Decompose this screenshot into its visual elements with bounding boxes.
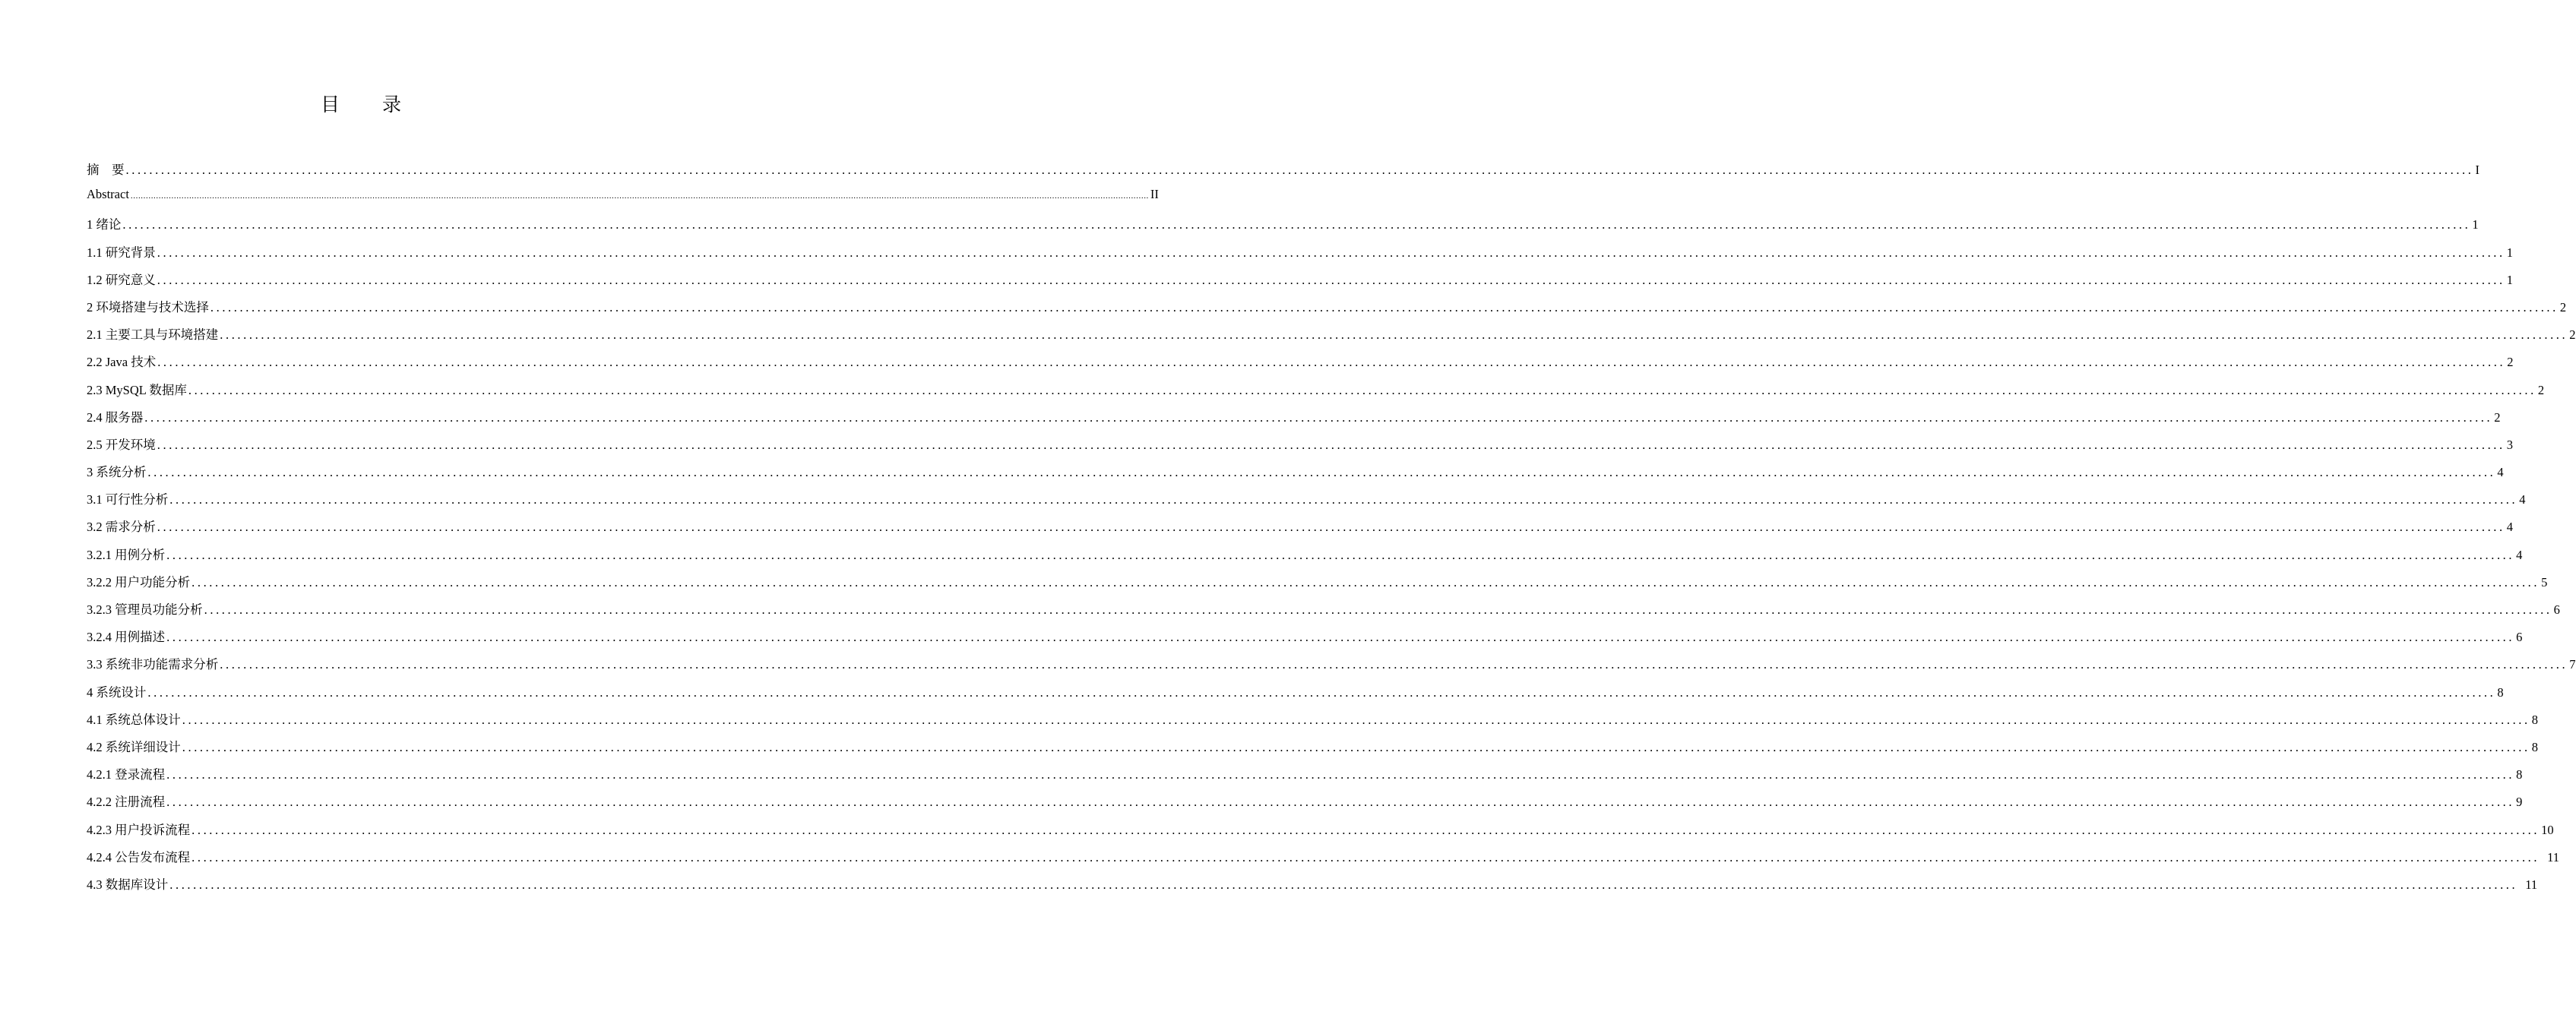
toc-entry-page-number: I [2475, 163, 2479, 177]
toc-entry[interactable] [87, 572, 2548, 599]
toc-entry[interactable] [87, 764, 2523, 792]
dot-leader: ................................................................................................................................................................................................................................................................................................................................................................................................................ [147, 684, 2496, 700]
toc-entry-page-number: 4 [2506, 520, 2513, 535]
dot-leader: ................................................................................................................................................................................................................................................................................................................................................................................................................ [144, 409, 2493, 425]
toc-entry-label: 4.1 系统总体设计 [87, 712, 181, 727]
dot-leader: ................................................................................................................................................................................................................................................................................................................................................................................................................ [220, 657, 2568, 672]
toc-entry[interactable] [87, 270, 2513, 297]
page-title: 目 录 [321, 93, 419, 115]
toc-entry-page-number: 4 [2497, 465, 2504, 480]
toc-entry[interactable] [87, 710, 2538, 737]
dot-leader: ................................................................................................................................................................................................................................................................................................................................................................................................................ [166, 547, 2515, 562]
dot-leader: ................................................................................................................................................................................................................................................................................................................................................................................................................ [157, 437, 2505, 452]
dot-leader: ................................................................................................................................................................................................................................................................................................................................................................................................................ [191, 822, 2540, 837]
toc-entry[interactable] [87, 517, 2513, 544]
toc-entry-page-number: 11 [2525, 877, 2538, 892]
toc-entry-label: 3.1 可行性分析 [87, 492, 169, 507]
dot-leader: ................................................................................................................................................................................................................................................................................................................................................................................................................ [182, 739, 2530, 754]
dot-leader: ................................................................................................................................................................................................................................................................................................................................................................................................................ [220, 327, 2568, 343]
dot-leader: ................................................................................................................................................................................................................................................................................................................................................................................................................ [169, 877, 2518, 892]
dot-leader: ................................................................................................................................................................................................................................................................................................................................................................................................................ [147, 465, 2496, 480]
dot-leader: ................................................................................................................................................................................................................................................................................................................................................................................................................ [169, 492, 2518, 507]
toc-entry-page-number: 9 [2516, 795, 2523, 810]
toc-entry[interactable] [87, 682, 2504, 710]
toc-entry[interactable] [87, 297, 2567, 324]
toc-entry[interactable] [87, 462, 2504, 489]
dot-leader: ................................................................................................................................................................................................................................................................................................................................................................................................................ [204, 602, 2552, 617]
toc-entry-label: 3.3 系统非功能需求分析 [87, 657, 219, 672]
toc-entry[interactable] [87, 599, 2560, 627]
toc-entry-page-number: 8 [2531, 739, 2538, 754]
toc-entry[interactable] [87, 380, 2545, 407]
toc-entry-label: 3.2.4 用例描述 [87, 630, 166, 645]
toc-entry-page-number: 3 [2506, 437, 2513, 452]
dot-leader: ................................................................................................................................................................................................................................................................................................................................................................................................................ [122, 217, 2471, 232]
toc-entry-page-number: 8 [2531, 712, 2538, 727]
toc-entry[interactable] [87, 214, 2479, 242]
toc-entry-label: 2.3 MySQL 数据库 [87, 382, 187, 397]
toc-entry-page-number: 7 [2569, 657, 2576, 672]
toc-entry-label: 2.1 主要工具与环境搭建 [87, 327, 219, 343]
dot-leader: ................................................................................................................................................................................................................................................................................................................................................................................................................ [157, 520, 2505, 535]
toc-entry[interactable] [87, 820, 2554, 847]
toc-entry-page-number: 2 [2559, 299, 2567, 315]
dot-leader: ................................................................................................................................................................................................................................................................................................................................................................................................................ [157, 272, 2505, 287]
dot-leader: ................................................................................................................................................................................................................................................................................................................................................................................................................ [191, 574, 2540, 590]
toc-entry-label: 2.5 开发环境 [87, 437, 156, 452]
toc-entry-label: 2.4 服务器 [87, 409, 144, 425]
toc-entry-label: 2 环境搭建与技术选择 [87, 299, 209, 315]
toc-entry-page-number: 2 [2494, 409, 2501, 425]
toc-entry-label: 3.2.1 用例分析 [87, 547, 166, 562]
toc-entry-page-number: 8 [2497, 684, 2504, 700]
toc-entry-page-number: II [1150, 187, 1159, 202]
dot-leader: ................................................................................................................................................................................................................................................................................................................................................................................................................ [210, 299, 2559, 315]
toc-entry-label: 1.2 研究意义 [87, 272, 156, 287]
toc-entry-page-number: 4 [2519, 492, 2526, 507]
toc-entry-page-number: 4 [2516, 547, 2523, 562]
toc-entry-label: Abstract [87, 187, 129, 202]
toc-entry-label: 4.2.2 注册流程 [87, 795, 166, 810]
toc-entry-label: 4.3 数据库设计 [87, 877, 169, 892]
toc-entry-label: 3.2 需求分析 [87, 520, 156, 535]
dot-leader: ................................................................................................................................................................................................................................................................................................................................................................................................................ [157, 245, 2505, 260]
toc-entry[interactable] [87, 407, 2501, 435]
toc-entry-page-number: 11 [2547, 849, 2560, 865]
toc-entry-page-number: 2 [2537, 382, 2545, 397]
toc-entry[interactable] [87, 545, 2523, 572]
toc-entry-page-number: 1 [2506, 245, 2513, 260]
dot-leader: ................................................................................................................................................................................................................................................................................................................................................................................................................ [166, 767, 2515, 782]
toc-entry-label: 3 系统分析 [87, 465, 147, 480]
toc-entry[interactable] [87, 324, 2576, 352]
toc-entry-label: 4.2.4 公告发布流程 [87, 849, 191, 865]
toc-entry[interactable] [87, 737, 2538, 764]
dot-leader: ................................................................................................................................................................................................................................................................................................................................................................................................................ [182, 712, 2530, 727]
toc-entry[interactable] [87, 654, 2576, 681]
toc-entry[interactable] [87, 160, 2479, 187]
toc-entry[interactable] [87, 187, 1159, 214]
toc-entry[interactable] [87, 847, 2560, 874]
toc-entry-label: 摘 要 [87, 163, 125, 177]
toc-entry[interactable] [87, 435, 2513, 462]
toc-entry-label: 1 绪论 [87, 217, 122, 232]
toc-entry-label: 3.2.3 管理员功能分析 [87, 602, 203, 617]
toc-entry-label: 3.2.2 用户功能分析 [87, 574, 191, 590]
toc-entry-page-number: 6 [2516, 630, 2523, 645]
toc-entry-page-number: 5 [2541, 574, 2548, 590]
toc-entry-label: 4 系统设计 [87, 684, 147, 700]
dot-leader: ................................................................................................................................................................................................................................................................................................................................................................................................................ [157, 355, 2506, 370]
dot-leader: ................................................................................................................................................................................................................................................................................................................................................................................................................ [188, 382, 2536, 397]
toc-list [87, 160, 2576, 902]
toc-entry-label: 4.2 系统详细设计 [87, 739, 181, 754]
toc-entry[interactable] [87, 874, 2538, 902]
toc-entry[interactable] [87, 352, 2514, 379]
toc-entry-page-number: 6 [2553, 602, 2560, 617]
toc-entry-label: 2.2 Java 技术 [87, 355, 157, 370]
toc-entry-page-number: 10 [2541, 822, 2554, 837]
toc-entry-label: 4.2.3 用户投诉流程 [87, 822, 191, 837]
toc-entry[interactable] [87, 489, 2526, 517]
dot-leader: ................................................................................................................................................................................................................................................................................................................................................................................................................ [191, 849, 2540, 865]
toc-entry-page-number: 2 [2569, 327, 2576, 343]
toc-entry-label: 4.2.1 登录流程 [87, 767, 166, 782]
toc-entry[interactable] [87, 627, 2523, 654]
toc-entry-page-number: 8 [2516, 767, 2523, 782]
dot-leader: ................................................................................................................................................................................................................................................................................................................................................................................................................ [166, 795, 2515, 810]
dot-leader: ................................................................................................................................................................................................................................................................................................................................................................................................................ [166, 630, 2515, 645]
dot-leader: ................................................................................................................................................................................................................................................................................................................................................................................................................ [125, 163, 2474, 177]
toc-entry-page-number: 2 [2507, 355, 2514, 370]
toc-entry[interactable] [87, 792, 2523, 819]
dot-leader: ................................................................................................................................................................................................................................................................................................................................................................................................................ [130, 191, 1149, 201]
toc-entry-label: 1.1 研究背景 [87, 245, 156, 260]
toc-entry-page-number: 1 [2506, 272, 2513, 287]
toc-entry[interactable] [87, 242, 2513, 270]
toc-entry-page-number: 1 [2472, 217, 2479, 232]
